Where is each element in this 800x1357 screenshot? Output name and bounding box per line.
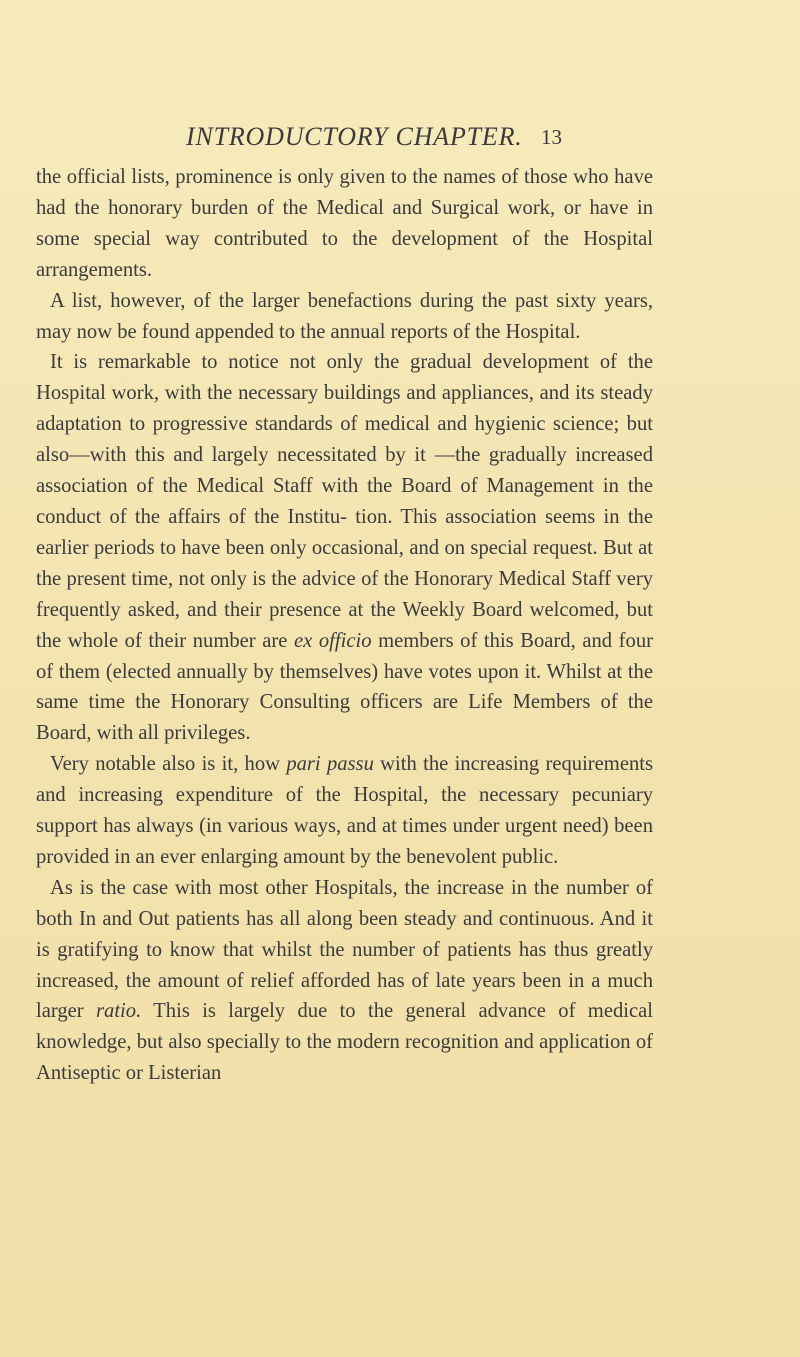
italic-phrase: ratio. (96, 1000, 142, 1023)
paragraph (36, 162, 653, 286)
text-segment: As is the case with most other Hospitals, the increase in the number of both In and Out patients has all along been steady and continuous. And it is gratifying to know that whilst the number of patients has thus greatly increased, the amount of relief afforded has of late years been in a much larger (36, 876, 653, 1023)
text-segment: the official lists, prominence is only given to the names of those who have had the honorary burden of the Medical and Surgical work, or have in some special way contributed to the development of the Hospital arrangements. (36, 166, 653, 281)
text-segment: It is remarkable to notice not only the gradual development of the Hospital work, with the necessary buildings and appliances, and its steady adaptation to progressive standards of medical and hygienic science; but also—with this and largely necessitated by it —the gradually increased association of the Medical Staff with the Board of Management in the conduct of the affairs of the Institu- tion. This association seems in the earlier periods to have been only occasional, and on special request. But at the present time, not only is the advice of the Honorary Medical Staff very frequently asked, and their presence at the Weekly Board welcomed, but the whole of their number are (36, 351, 653, 652)
paragraph (36, 347, 653, 749)
text-segment: This is largely due to the general advance of medical knowledge, but also specially to the modern recognition and application of Antiseptic or Listerian (36, 1000, 653, 1085)
paragraph (36, 873, 653, 1089)
text-segment: Very notable also is it, how (50, 753, 287, 776)
page-number: 13 (541, 125, 562, 149)
paragraph (36, 286, 653, 348)
running-title: INTRODUCTORY CHAPTER. (186, 122, 523, 151)
body-text (36, 162, 653, 1089)
italic-phrase: ex officio (294, 629, 372, 652)
paragraph (36, 749, 653, 873)
page-header (0, 122, 800, 152)
text-segment: with the increasing requirements and increasing expenditure of the Hospital, the necessary pecuniary support has always (in various ways, and at times under urgent need) been provided in an ever enlarging amount by the benevolent public. (36, 753, 654, 868)
italic-phrase: pari passu (286, 753, 374, 776)
text-segment: A list, however, of the larger benefactions during the past sixty years, may now be found appended to the annual reports of the Hospital. (36, 289, 653, 343)
text-segment: members of this Board, and four of them (elected annually by themselves) have votes upon it. Whilst at the same time the Honorary Consulting officers are Life Members of the Board, with all privileges. (36, 629, 653, 745)
